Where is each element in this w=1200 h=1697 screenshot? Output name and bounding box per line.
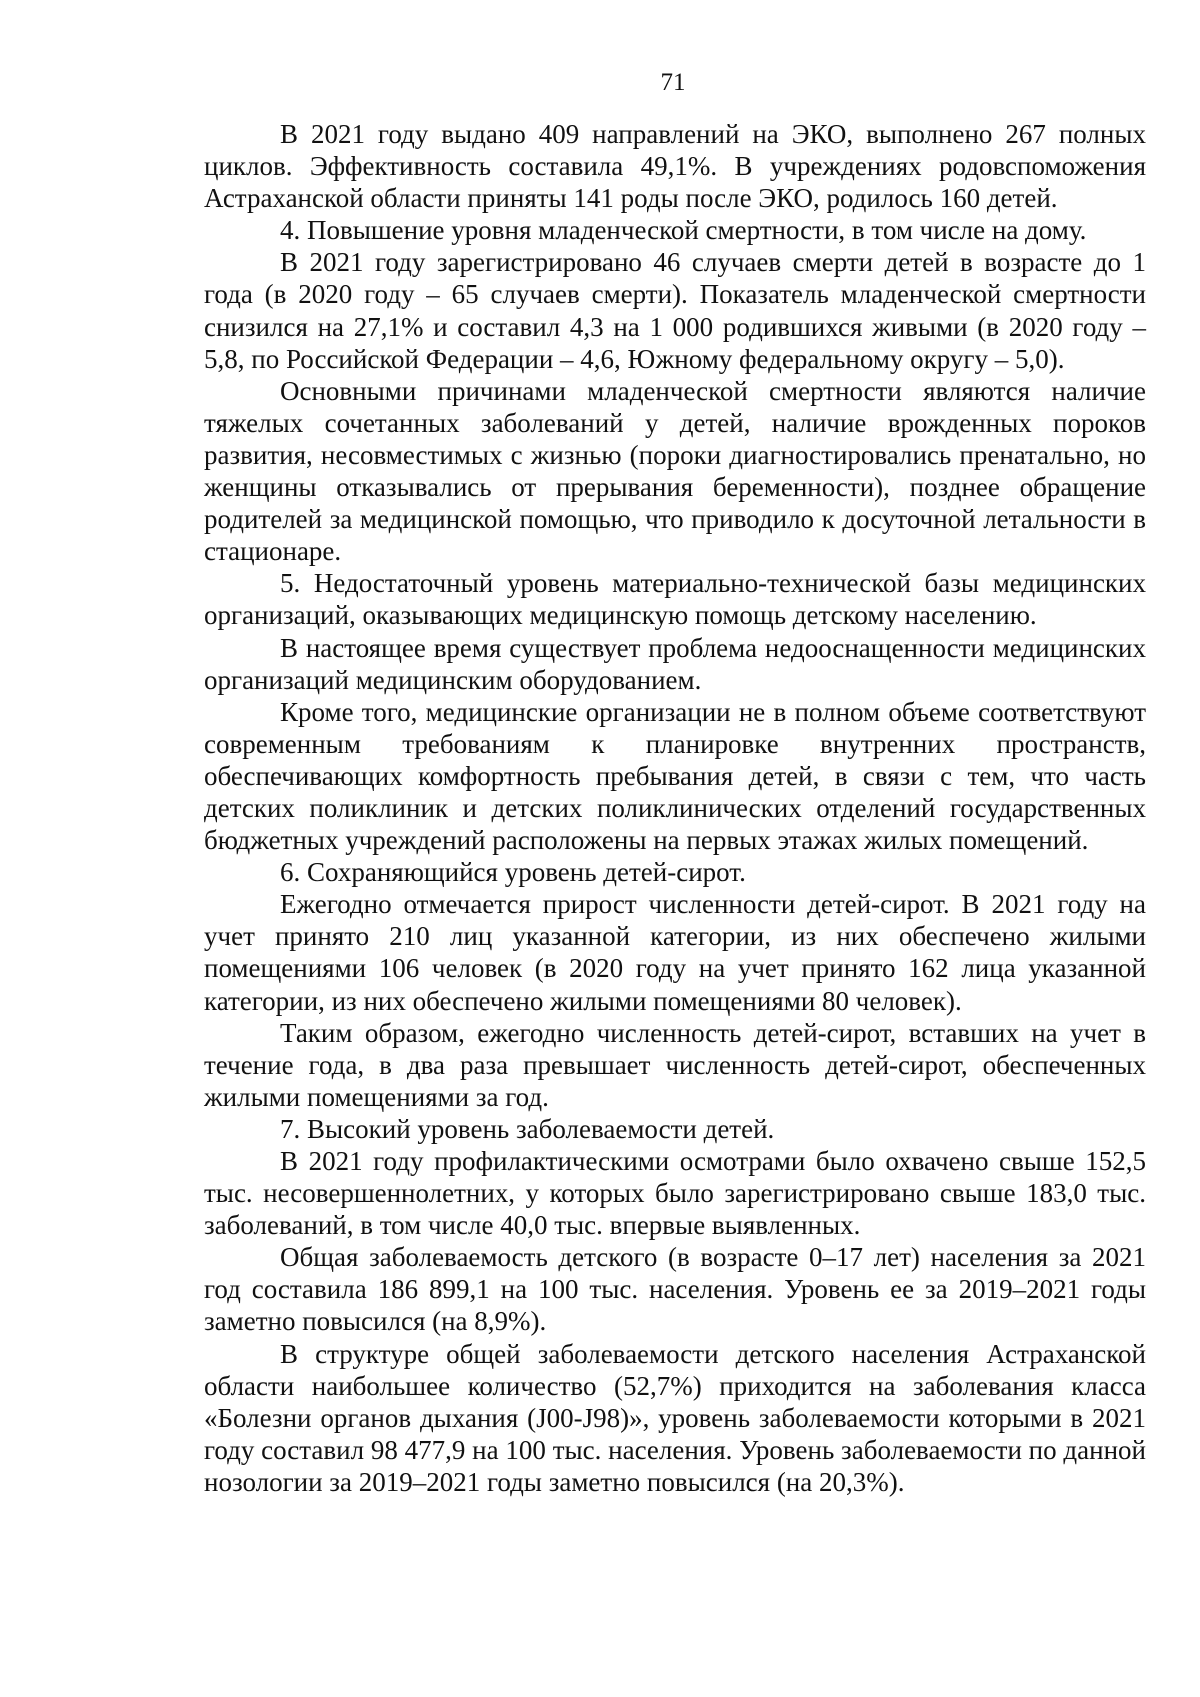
paragraph-eco-statistics: В 2021 году выдано 409 направлений на ЭКО, выполнено 267 полных циклов. Эффективность составила 49,1%. В учреждениях родовспоможения Астраханской области приняты 141 роды после ЭКО, родилось 160 детей. [204,119,1146,214]
paragraph-infant-mortality-stats: В 2021 году зарегистрировано 46 случаев смерти детей в возрасте до 1 года (в 2020 году – 65 случаев смерти). Показатель младенческой смертности снизился на 27,1% и составил 4,3 на 1 000 родившихся живыми (в 2020 году – 5,8, по Российской Федерации – 4,6, Южному федеральному округу – 5,0). [204,247,1146,374]
paragraph-facility-requirements: Кроме того, медицинские организации не в полном объеме соответствуют современным требованиям к планировке внутренних пространств, обеспечивающих комфортность пребывания детей, в связи с тем, что часть детских поликлиник и детских поликлинических отделений государственных бюджетных учреждений расположены на первых этажах жилых помещений. [204,696,1146,856]
paragraph-orphans-growth: Ежегодно отмечается прирост численности детей-сирот. В 2021 году на учет принято 210 лиц указанной категории, из них обеспечено жилыми помещениями 106 человек (в 2020 году на учет принято 162 лица указанной категории, из них обеспечено жилыми помещениями 80 человек). [204,889,1146,1016]
paragraph-respiratory-diseases: В структуре общей заболеваемости детского населения Астраханской области наибольшее количество (52,7%) приходится на заболевания класса «Болезни органов дыхания (J00-J98)», уровень заболеваемости которыми в 2021 году составил 98 477,9 на 100 тыс. населения. Уровень заболеваемости по данной нозологии за 2019–2021 годы заметно повысился (на 20,3%). [204,1338,1146,1497]
paragraph-general-morbidity: Общая заболеваемость детского (в возрасте 0–17 лет) населения за 2021 год составила 186 899,1 на 100 тыс. населения. Уровень ее за 2019–2021 годы заметно повысился (на 8,9%). [204,1242,1146,1337]
paragraph-item-5-heading: 5. Недостаточный уровень материально-технической базы медицинских организаций, оказывающих медицинскую помощь детскому населению. [204,568,1146,631]
paragraph-preventive-exams: В 2021 году профилактическими осмотрами было охвачено свыше 152,5 тыс. несовершеннолетних, у которых было зарегистрировано свыше 183,0 тыс. заболеваний, в том числе 40,0 тыс. впервые выявленных. [204,1146,1146,1241]
paragraph-mortality-causes: Основными причинами младенческой смертности являются наличие тяжелых сочетанных заболеваний у детей, наличие врожденных пороков развития, несовместимых с жизнью (пороки диагностировались пренатально, но женщины отказывались от прерывания беременности), позднее обращение родителей за медицинской помощью, что приводило к досуточной летальности в стационаре. [204,375,1146,567]
paragraph-item-7-heading: 7. Высокий уровень заболеваемости детей. [280,1113,775,1144]
paragraph-item-6-heading: 6. Сохраняющийся уровень детей-сирот. [280,857,746,888]
paragraph-orphans-conclusion: Таким образом, ежегодно численность детей-сирот, вставших на учет в течение года, в два раза превышает численность детей-сирот, обеспеченных жилыми помещениями за год. [204,1017,1146,1112]
page-number: 71 [660,69,686,96]
paragraph-equipment-shortage: В настоящее время существует проблема недооснащенности медицинских организаций медицинским оборудованием. [204,632,1146,695]
paragraph-item-4-heading: 4. Повышение уровня младенческой смертности, в том числе на дому. [280,215,1087,246]
document-body [204,118,1146,1498]
